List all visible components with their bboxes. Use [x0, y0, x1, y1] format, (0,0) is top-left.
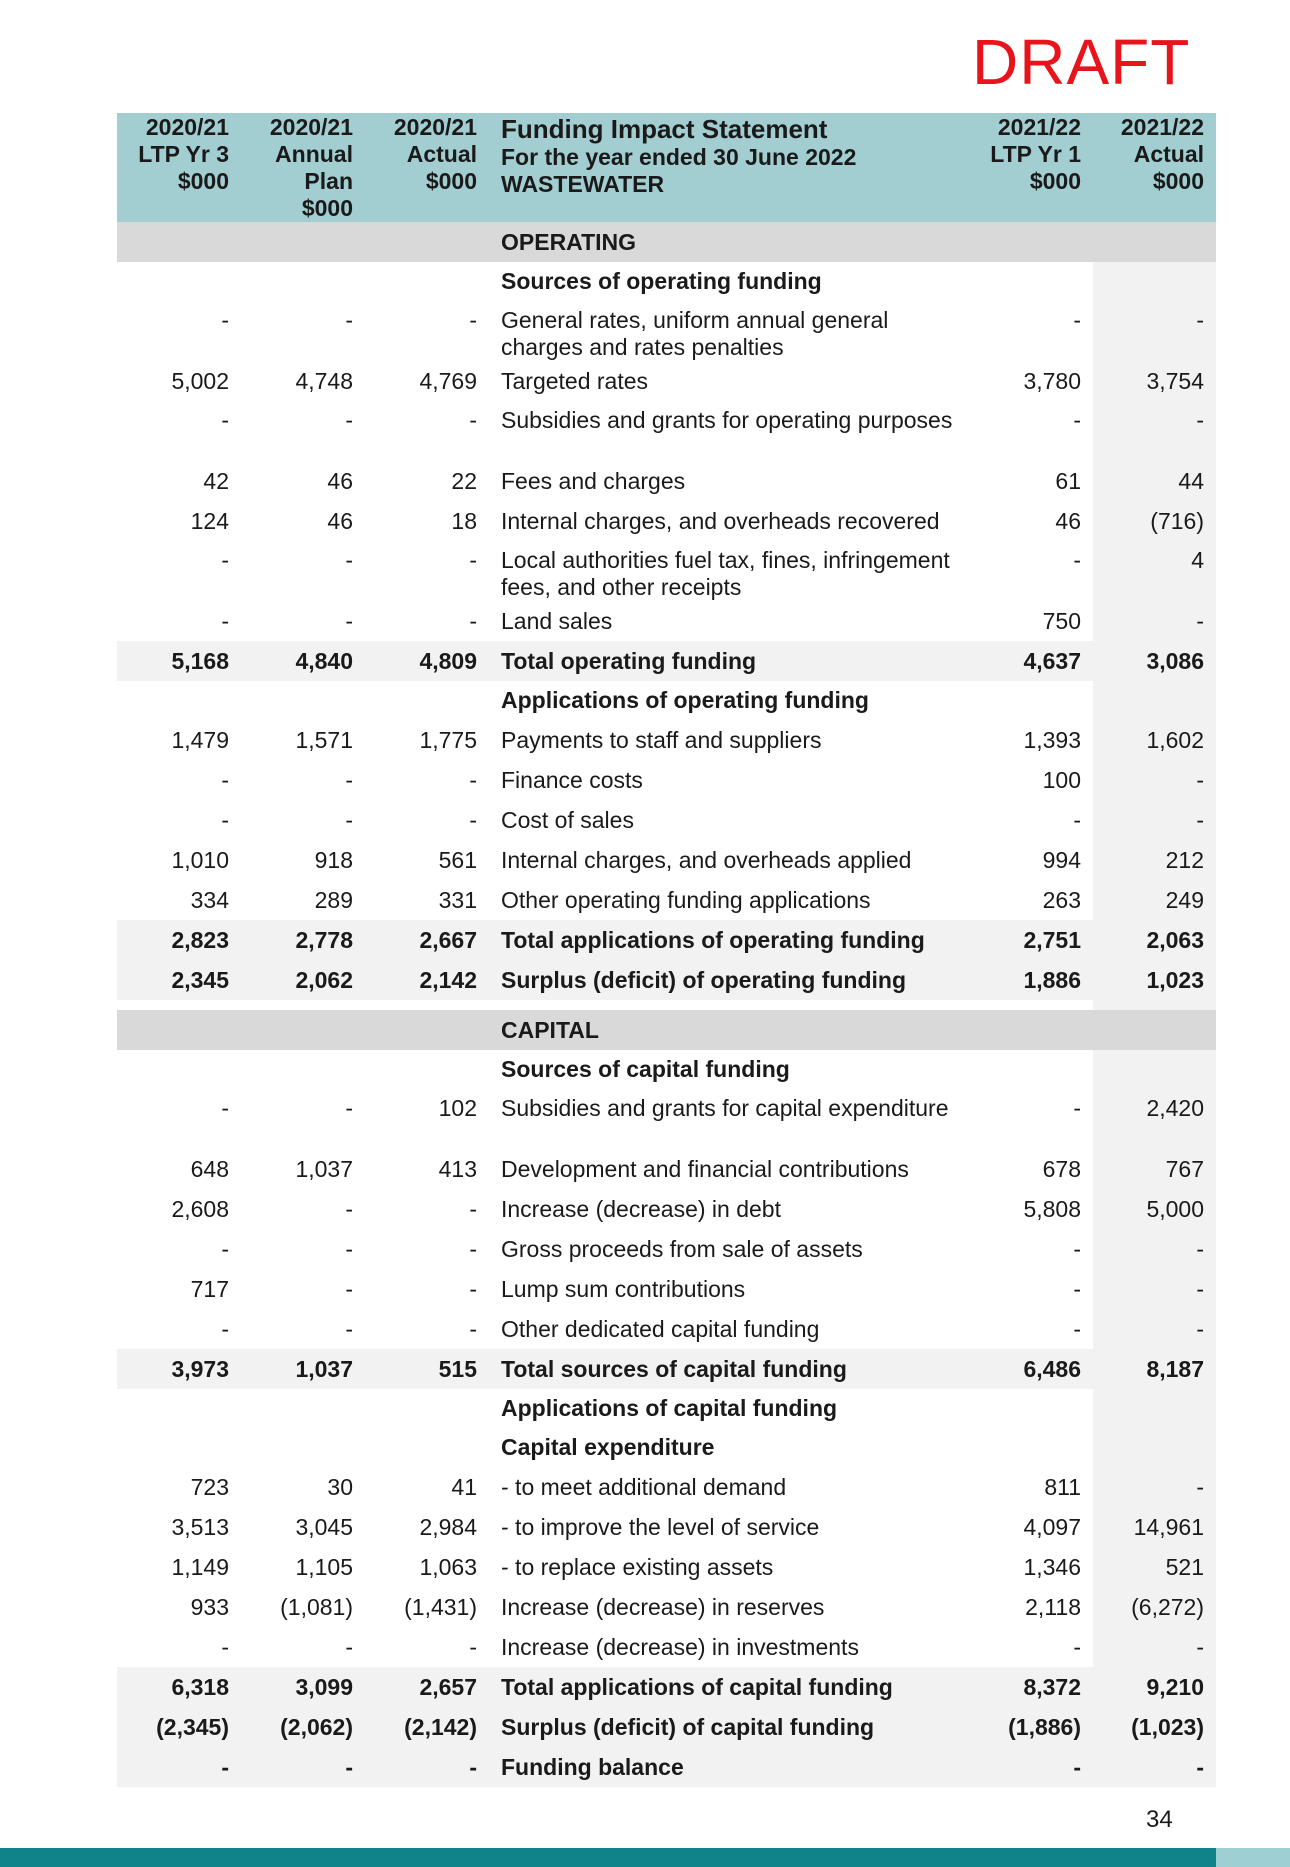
value-cell: 30	[327, 1473, 353, 1500]
header-text: 2021/22	[997, 114, 1081, 140]
table-row	[117, 1269, 1216, 1309]
row-label: - to improve the level of service	[501, 1513, 820, 1540]
value-cell: -	[221, 1095, 229, 1121]
value-cell: (6,272)	[1093, 1587, 1216, 1627]
subheading-label: Capital expenditure	[501, 1434, 715, 1460]
value-cell: (716)	[1093, 501, 1216, 541]
row-label: Increase (decrease) in reserves	[501, 1593, 825, 1620]
value-cell: 18	[451, 507, 477, 534]
value-cell: 3,780	[1023, 367, 1081, 394]
empty-cell	[241, 222, 365, 262]
row-label: Surplus (deficit) of capital funding	[489, 1707, 969, 1747]
value-cell: -	[221, 307, 229, 333]
value-cell: 212	[1093, 840, 1216, 880]
value-cell: -	[1073, 1315, 1081, 1342]
value-cell: -	[221, 1633, 229, 1660]
value-cell: 2,608	[171, 1195, 229, 1222]
value-cell: 5,168	[117, 641, 241, 681]
value-cell: 2,062	[241, 960, 365, 1000]
separator-cell	[1093, 1000, 1216, 1010]
value-cell: 3,086	[1093, 641, 1216, 681]
value-cell: -	[469, 1315, 477, 1342]
row-label: Finance costs	[501, 766, 643, 793]
header-text: $000	[301, 195, 353, 221]
row-label: Subsidies and grants for operating purposes	[501, 407, 953, 433]
value-cell: 9,210	[1093, 1667, 1216, 1707]
value-cell: 2,751	[969, 920, 1093, 960]
value-cell: -	[345, 407, 353, 433]
value-cell: 1,886	[969, 960, 1093, 1000]
table-row	[117, 1089, 1216, 1149]
section-label: OPERATING	[489, 222, 969, 262]
header-text: $000	[177, 168, 229, 194]
footer-bar	[0, 1848, 1290, 1867]
empty-cell	[117, 1050, 241, 1089]
draft-watermark: DRAFT	[972, 26, 1191, 98]
value-cell: 678	[1042, 1155, 1081, 1182]
row-label: Total sources of capital funding	[489, 1349, 969, 1389]
value-cell: 46	[327, 467, 353, 494]
table-row	[117, 361, 1216, 401]
value-cell: (2,062)	[241, 1707, 365, 1747]
activity-name: WASTEWATER	[501, 171, 665, 197]
empty-cell	[1093, 1428, 1216, 1467]
value-cell: 1,602	[1093, 720, 1216, 760]
value-cell: 1,105	[295, 1553, 353, 1580]
header-col-actual-2020	[365, 113, 489, 222]
empty-cell	[969, 1010, 1093, 1050]
total-row	[117, 1707, 1216, 1747]
empty-cell	[241, 1428, 365, 1467]
value-cell: -	[1073, 1275, 1081, 1302]
header-text: LTP Yr 3	[138, 141, 229, 167]
statement-subtitle: For the year ended 30 June 2022	[501, 144, 857, 170]
table-row	[117, 541, 1216, 601]
empty-cell	[241, 1389, 365, 1428]
value-cell: 44	[1093, 461, 1216, 501]
header-text: 2020/21	[269, 114, 353, 140]
header-col-ltp-yr1	[969, 113, 1093, 222]
section-label: CAPITAL	[489, 1010, 969, 1050]
row-label: Internal charges, and overheads applied	[501, 846, 912, 873]
separator-cell	[969, 1000, 1093, 1010]
empty-cell	[117, 1389, 241, 1428]
value-cell: 4,769	[419, 367, 477, 394]
value-cell: 918	[314, 846, 353, 873]
table-row	[117, 880, 1216, 920]
header-text: $000	[1152, 168, 1204, 194]
value-cell: 994	[1042, 846, 1081, 873]
value-cell: (1,431)	[404, 1593, 477, 1620]
table-row	[117, 1467, 1216, 1507]
value-cell: 3,513	[171, 1513, 229, 1540]
header-text: Annual	[275, 141, 353, 167]
separator-cell	[241, 1000, 365, 1010]
header-text: $000	[1029, 168, 1081, 194]
value-cell: 3,973	[117, 1349, 241, 1389]
value-cell: -	[1093, 1269, 1216, 1309]
value-cell: 515	[365, 1349, 489, 1389]
value-cell: -	[221, 806, 229, 833]
table-row	[117, 1149, 1216, 1189]
row-label: Total applications of capital funding	[489, 1667, 969, 1707]
table-row	[117, 601, 1216, 641]
value-cell: 2,778	[241, 920, 365, 960]
empty-cell	[241, 681, 365, 720]
value-cell: 561	[438, 846, 477, 873]
row-label: - to replace existing assets	[501, 1553, 774, 1580]
value-cell: 2,118	[1025, 1593, 1081, 1620]
value-cell: -	[345, 1315, 353, 1342]
total-row	[117, 920, 1216, 960]
row-label: Increase (decrease) in debt	[501, 1195, 781, 1222]
value-cell: -	[345, 806, 353, 833]
table-row	[117, 1189, 1216, 1229]
value-cell: -	[1073, 806, 1081, 833]
value-cell: (1,023)	[1093, 1707, 1216, 1747]
empty-cell	[117, 1010, 241, 1050]
value-cell: -	[1073, 1633, 1081, 1660]
empty-cell	[117, 681, 241, 720]
value-cell: -	[1093, 1747, 1216, 1787]
table-row	[117, 1547, 1216, 1587]
empty-cell	[365, 1050, 489, 1089]
empty-cell	[1093, 1050, 1216, 1089]
table-row	[117, 800, 1216, 840]
value-cell: 4	[1093, 541, 1216, 601]
empty-cell	[365, 262, 489, 301]
subheading-row	[117, 1428, 1216, 1467]
value-cell: 4,809	[365, 641, 489, 681]
value-cell: 1,346	[1023, 1553, 1081, 1580]
value-cell: 289	[314, 886, 353, 913]
value-cell: 42	[203, 467, 229, 494]
empty-cell	[241, 262, 365, 301]
row-label: Fees and charges	[501, 467, 686, 494]
table-row	[117, 840, 1216, 880]
header-text: 2020/21	[393, 114, 477, 140]
table-row	[117, 760, 1216, 800]
header-col-annual-plan	[241, 113, 365, 222]
separator-cell	[117, 1000, 241, 1010]
subheading-row	[117, 1050, 1216, 1089]
value-cell: -	[345, 1275, 353, 1302]
value-cell: -	[221, 407, 229, 433]
value-cell: 6,486	[969, 1349, 1093, 1389]
value-cell: 8,187	[1093, 1349, 1216, 1389]
value-cell: -	[221, 607, 229, 634]
value-cell: -	[345, 766, 353, 793]
value-cell: 4,840	[241, 641, 365, 681]
table-row	[117, 720, 1216, 760]
value-cell: -	[221, 1315, 229, 1342]
row-label: General rates, uniform annual general charges and rates penalties	[501, 307, 889, 360]
value-cell: 717	[190, 1275, 229, 1302]
table-header-row	[117, 113, 1216, 222]
table-row	[117, 501, 1216, 541]
value-cell: 1,393	[1023, 726, 1081, 753]
value-cell: -	[1093, 1627, 1216, 1667]
value-cell: 4,097	[1023, 1513, 1081, 1540]
value-cell: -	[345, 307, 353, 333]
value-cell: 1,149	[171, 1553, 229, 1580]
value-cell: 2,657	[365, 1667, 489, 1707]
row-label: Internal charges, and overheads recovered	[501, 507, 940, 534]
value-cell: 8,372	[969, 1667, 1093, 1707]
row-label: Total applications of operating funding	[489, 920, 969, 960]
value-cell: -	[221, 1235, 229, 1262]
value-cell: 124	[190, 507, 229, 534]
value-cell: 2,984	[419, 1513, 477, 1540]
value-cell: 648	[190, 1155, 229, 1182]
empty-cell	[1093, 1010, 1216, 1050]
value-cell: -	[1093, 1229, 1216, 1269]
value-cell: -	[469, 407, 477, 433]
value-cell: -	[469, 1235, 477, 1262]
value-cell: 46	[327, 507, 353, 534]
row-label: Other dedicated capital funding	[501, 1315, 820, 1342]
value-cell: -	[365, 1747, 489, 1787]
table-body	[117, 222, 1216, 1787]
empty-cell	[365, 681, 489, 720]
empty-cell	[365, 222, 489, 262]
section-separator	[117, 1000, 1216, 1010]
value-cell: -	[221, 766, 229, 793]
row-label: Cost of sales	[501, 806, 634, 833]
value-cell: 61	[1055, 467, 1081, 494]
value-cell: 263	[1042, 886, 1081, 913]
value-cell: 3,754	[1093, 361, 1216, 401]
value-cell: -	[469, 547, 477, 573]
table-row	[117, 461, 1216, 501]
row-label: Subsidies and grants for capital expenditure	[501, 1095, 949, 1121]
value-cell: -	[1093, 1309, 1216, 1349]
header-text: 2021/22	[1120, 114, 1204, 140]
empty-cell	[1093, 262, 1216, 301]
empty-cell	[365, 1389, 489, 1428]
value-cell: 2,823	[117, 920, 241, 960]
header-text: 2020/21	[145, 114, 229, 140]
value-cell: 3,045	[295, 1513, 353, 1540]
subheading-label: Applications of operating funding	[501, 687, 869, 713]
row-label: Land sales	[501, 607, 613, 634]
value-cell: 14,961	[1093, 1507, 1216, 1547]
value-cell: -	[345, 547, 353, 573]
value-cell: 41	[451, 1473, 477, 1500]
value-cell: 5,002	[171, 367, 229, 394]
value-cell: 102	[438, 1095, 477, 1121]
table-row	[117, 1309, 1216, 1349]
value-cell: 46	[1055, 507, 1081, 534]
value-cell: 100	[1042, 766, 1081, 793]
value-cell: -	[241, 1747, 365, 1787]
value-cell: 4,637	[969, 641, 1093, 681]
header-text: Actual	[1133, 141, 1204, 167]
empty-cell	[1093, 222, 1216, 262]
value-cell: 1,775	[419, 726, 477, 753]
value-cell: 334	[190, 886, 229, 913]
value-cell: -	[969, 1747, 1093, 1787]
empty-cell	[969, 222, 1093, 262]
value-cell: (1,886)	[969, 1707, 1093, 1747]
value-cell: -	[345, 607, 353, 634]
total-row	[117, 960, 1216, 1000]
value-cell: (2,142)	[365, 1707, 489, 1747]
row-label: Targeted rates	[501, 367, 649, 394]
value-cell: -	[1073, 547, 1081, 573]
empty-cell	[241, 1050, 365, 1089]
value-cell: 750	[1042, 607, 1081, 634]
value-cell: -	[1073, 307, 1081, 333]
empty-cell	[969, 681, 1093, 720]
value-cell: -	[1093, 301, 1216, 361]
table-row	[117, 1587, 1216, 1627]
value-cell: 1,037	[241, 1349, 365, 1389]
value-cell: 723	[190, 1473, 229, 1500]
empty-cell	[969, 262, 1093, 301]
table-row	[117, 1507, 1216, 1547]
empty-cell	[117, 1428, 241, 1467]
statement-title-block	[489, 113, 969, 222]
value-cell: -	[1073, 1095, 1081, 1121]
value-cell: 1,023	[1093, 960, 1216, 1000]
value-cell: -	[117, 1747, 241, 1787]
empty-cell	[365, 1428, 489, 1467]
total-row	[117, 1747, 1216, 1787]
separator-cell	[489, 1000, 969, 1010]
value-cell: 1,037	[295, 1155, 353, 1182]
value-cell: 1,479	[171, 726, 229, 753]
header-text: Actual	[406, 141, 477, 167]
row-label: Development and financial contributions	[501, 1155, 909, 1182]
row-label: Lump sum contributions	[501, 1275, 746, 1302]
value-cell: 3,099	[241, 1667, 365, 1707]
value-cell: -	[1093, 401, 1216, 461]
subheading-row	[117, 681, 1216, 720]
subheading-label: Sources of operating funding	[501, 268, 822, 294]
value-cell: 2,420	[1093, 1089, 1216, 1149]
empty-cell	[117, 222, 241, 262]
empty-cell	[1093, 1389, 1216, 1428]
row-label: Other operating funding applications	[501, 886, 871, 913]
subheading-label: Sources of capital funding	[501, 1056, 790, 1082]
row-label: Total operating funding	[489, 641, 969, 681]
value-cell: -	[1073, 1235, 1081, 1262]
empty-cell	[969, 1050, 1093, 1089]
value-cell: -	[345, 1095, 353, 1121]
value-cell: -	[469, 1633, 477, 1660]
header-text: Plan	[304, 168, 353, 194]
value-cell: -	[469, 307, 477, 333]
value-cell: 1,010	[171, 846, 229, 873]
header-text: $000	[425, 168, 477, 194]
value-cell: -	[1093, 760, 1216, 800]
subheading-row	[117, 1389, 1216, 1428]
section-header-row	[117, 222, 1216, 262]
value-cell: -	[1093, 1467, 1216, 1507]
subheading-label: Applications of capital funding	[501, 1395, 838, 1421]
header-col-actual-2021	[1093, 113, 1216, 222]
empty-cell	[1093, 681, 1216, 720]
value-cell: 2,142	[365, 960, 489, 1000]
value-cell: 933	[190, 1593, 229, 1620]
value-cell: 1,063	[419, 1553, 477, 1580]
row-label: Local authorities fuel tax, fines, infringement fees, and other receipts	[501, 547, 950, 600]
value-cell: 811	[1044, 1473, 1081, 1500]
total-row	[117, 641, 1216, 681]
value-cell: 521	[1093, 1547, 1216, 1587]
page-number: 34	[1146, 1806, 1173, 1833]
header-text: LTP Yr 1	[990, 141, 1081, 167]
section-header-row	[117, 1010, 1216, 1050]
table-row	[117, 401, 1216, 461]
value-cell: -	[1093, 601, 1216, 641]
value-cell: -	[1073, 407, 1081, 433]
empty-cell	[365, 1010, 489, 1050]
value-cell: 2,063	[1093, 920, 1216, 960]
value-cell: -	[345, 1235, 353, 1262]
value-cell: 767	[1093, 1149, 1216, 1189]
table-row	[117, 301, 1216, 361]
value-cell: (1,081)	[280, 1593, 353, 1620]
total-row	[117, 1349, 1216, 1389]
table-row	[117, 1229, 1216, 1269]
value-cell: 2,345	[117, 960, 241, 1000]
statement-title: Funding Impact Statement	[501, 114, 828, 144]
value-cell: 331	[438, 886, 477, 913]
row-label: Funding balance	[489, 1747, 969, 1787]
value-cell: 413	[438, 1155, 477, 1182]
header-col-ltp-yr3	[117, 113, 241, 222]
value-cell: 22	[451, 467, 477, 494]
value-cell: -	[221, 547, 229, 573]
table-row	[117, 1627, 1216, 1667]
value-cell: 4,748	[295, 367, 353, 394]
row-label: - to meet additional demand	[501, 1473, 787, 1500]
separator-cell	[365, 1000, 489, 1010]
row-label: Increase (decrease) in investments	[501, 1633, 859, 1660]
empty-cell	[969, 1428, 1093, 1467]
footer-accent	[1216, 1848, 1290, 1867]
value-cell: (2,345)	[117, 1707, 241, 1747]
value-cell: -	[469, 1275, 477, 1302]
value-cell: -	[469, 766, 477, 793]
funding-impact-statement-table	[117, 113, 1216, 1787]
value-cell: -	[469, 806, 477, 833]
subheading-row	[117, 262, 1216, 301]
value-cell: -	[1093, 800, 1216, 840]
value-cell: 5,808	[1023, 1195, 1081, 1222]
value-cell: 249	[1093, 880, 1216, 920]
value-cell: -	[469, 1195, 477, 1222]
value-cell: -	[345, 1633, 353, 1660]
row-label: Surplus (deficit) of operating funding	[489, 960, 969, 1000]
value-cell: 1,571	[295, 726, 353, 753]
row-label: Gross proceeds from sale of assets	[501, 1235, 863, 1262]
value-cell: 6,318	[117, 1667, 241, 1707]
value-cell: 5,000	[1093, 1189, 1216, 1229]
empty-cell	[969, 1389, 1093, 1428]
value-cell: -	[469, 607, 477, 634]
row-label: Payments to staff and suppliers	[501, 726, 822, 753]
value-cell: -	[345, 1195, 353, 1222]
total-row	[117, 1667, 1216, 1707]
value-cell: 2,667	[365, 920, 489, 960]
empty-cell	[117, 262, 241, 301]
empty-cell	[241, 1010, 365, 1050]
